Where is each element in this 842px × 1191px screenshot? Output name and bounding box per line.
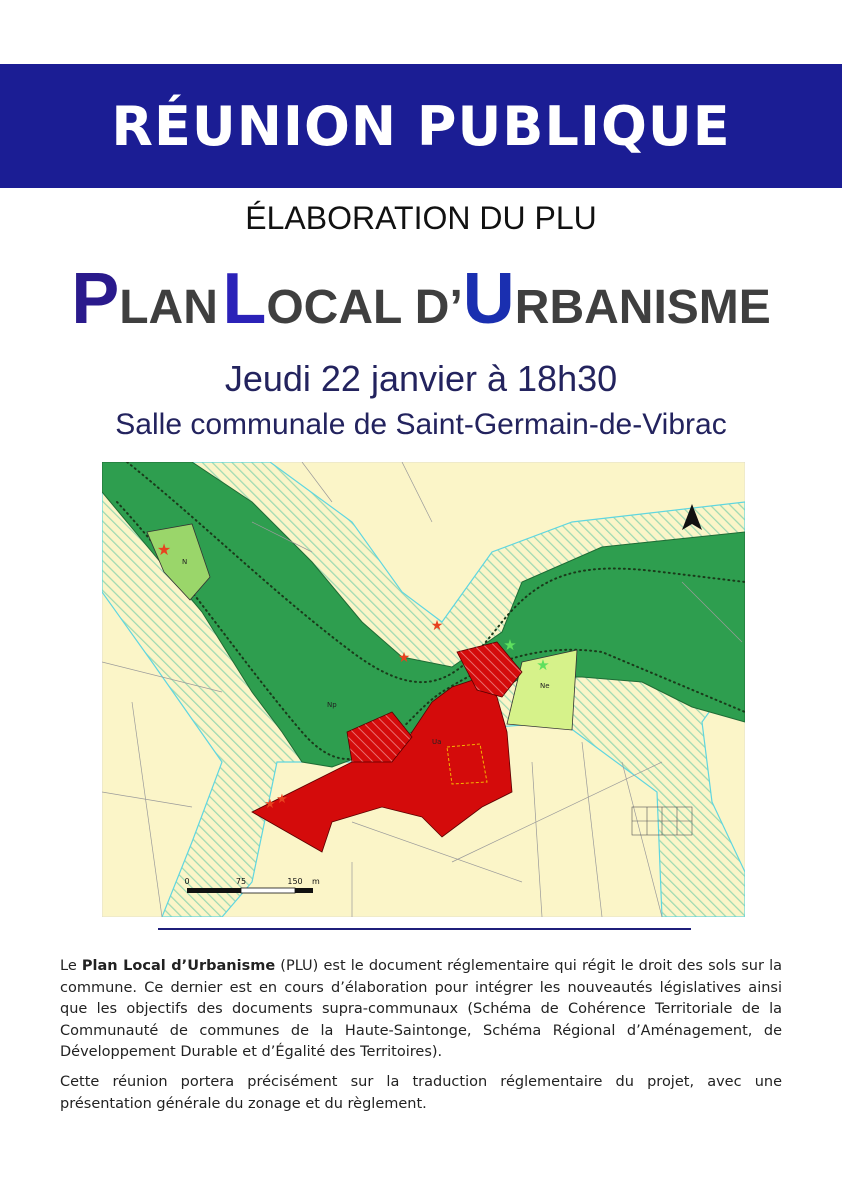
intro-pre: Le [60, 958, 82, 974]
zone-label-ua: Ua [432, 738, 442, 746]
scale-tick-75: 75 [235, 877, 247, 886]
star-marker-red: ★ [397, 650, 411, 666]
subtitle: ÉLABORATION DU PLU [245, 200, 597, 236]
zone-label-np: Np [327, 701, 337, 709]
scale-tick-150: 150 [287, 877, 303, 886]
meeting-paragraph: Cette réunion portera précisément sur la traduction réglementaire du projet, avec une présentation générale du zonage et du règlement. [60, 1074, 782, 1112]
plu-title [0, 258, 842, 340]
event-date: Jeudi 22 janvier à 18h30 [224, 358, 618, 399]
plu-title-u-rest: RBANISME [514, 281, 771, 334]
star-marker-green: ★ [536, 656, 550, 674]
zone-label-n: N [182, 558, 188, 566]
plu-title-p-capital: P [71, 259, 120, 339]
intro-bold-term: Plan Local d’Urbanisme [81, 958, 276, 974]
plu-title-l-capital: L [222, 259, 267, 339]
plu-title-p-rest: LAN [119, 281, 218, 334]
plu-title-u-capital: U [462, 259, 515, 339]
zone-label-ne: Ne [540, 682, 550, 690]
page-title: RÉUNION PUBLIQUE [111, 94, 731, 158]
zoning-map [102, 462, 745, 917]
intro-paragraph [60, 956, 782, 1064]
star-marker-red: ★ [276, 792, 288, 807]
star-marker-red: ★ [264, 797, 276, 812]
star-marker-green: ★ [503, 636, 517, 654]
star-marker-red: ★ [156, 540, 172, 559]
separator-line [158, 928, 691, 930]
event-venue: Salle communale de Saint-Germain-de-Vibrac [115, 408, 727, 441]
scale-tick-0: 0 [184, 877, 190, 886]
header-banner [0, 64, 842, 188]
intro-post: (PLU) est le document réglementaire qui régit le droit des sols sur la commune. Ce dernier est en cours d’élaboration pour intégrer les nouveautés législatives ainsi que les objectifs des documents supra-communaux (Schéma de Cohérence Territoriale de la Communauté de communes de la Haute-Saintonge, Schéma Régional d’Aménagement, de Développement Durable et d’Égalité des Territoires). [60, 958, 782, 1060]
plu-title-l-rest: OCAL D’ [266, 281, 463, 334]
star-marker-red: ★ [430, 618, 444, 634]
scale-unit: m [312, 877, 320, 886]
